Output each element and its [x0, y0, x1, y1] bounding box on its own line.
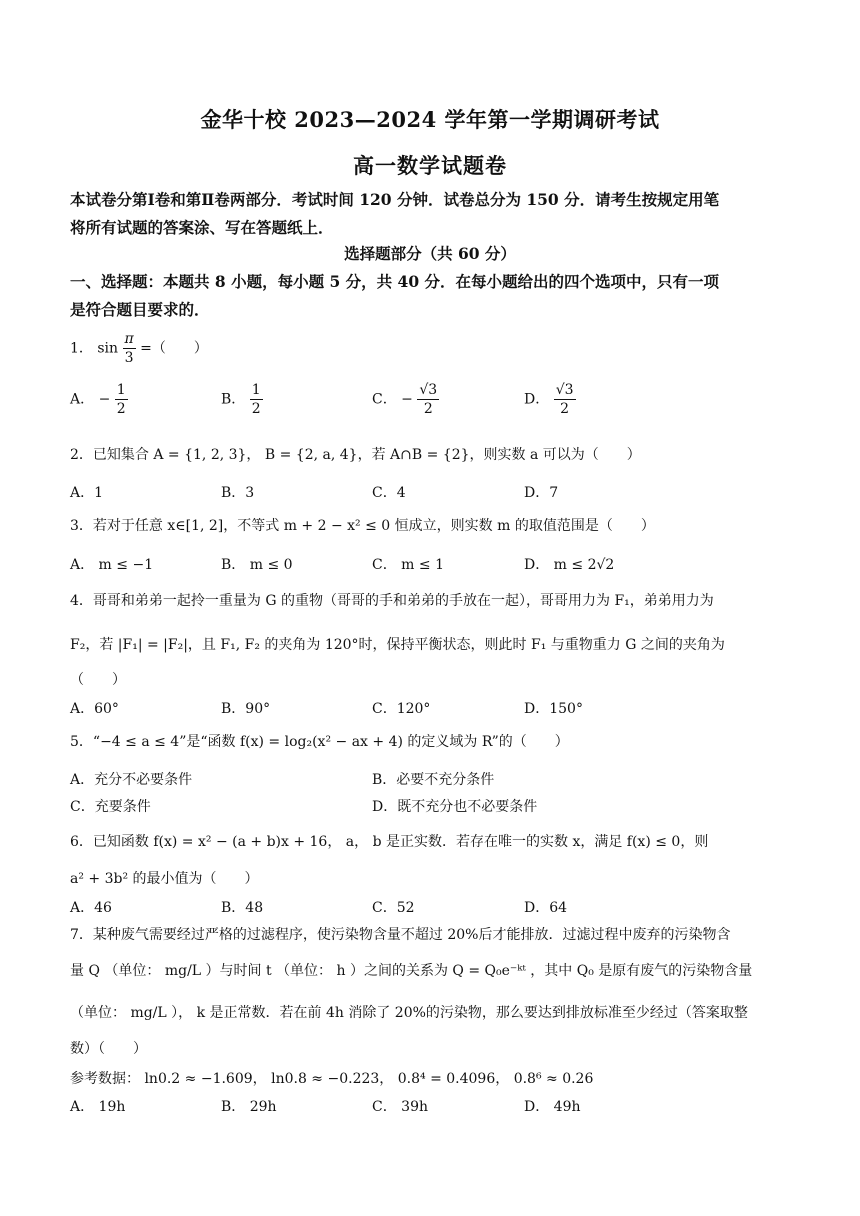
part-title: 选择题部分（共 60 分） [344, 244, 516, 263]
q1-option-d: D． $\frac{√3}{2}$ [524, 382, 574, 417]
question-6-line-1: 6．已知函数 f(x) = x² − (a + b)x + 16， a， b 是正实数．若存在唯一的实数 x，满足 f(x) ≤ 0，则 [70, 834, 709, 850]
q5-option-b: B．必要不充分条件 [372, 772, 495, 788]
q7-option-b: B． 29h [221, 1099, 277, 1115]
question-7-reference-data: 参考数据： ln0.2 ≈ −1.609， ln0.8 ≈ −0.223， 0.8⁴ = 0.4096， 0.8⁶ ≈ 0.26 [70, 1071, 594, 1087]
q1-option-c: C． − $\frac{√3}{2}$ [372, 382, 438, 417]
intro-line-1: 本试卷分第Ⅰ卷和第Ⅱ卷两部分．考试时间 120 分钟．试卷总分为 150 分．请考生按规定用笔 [70, 190, 720, 209]
section1-line-1: 一、选择题：本题共 8 小题，每小题 5 分，共 40 分．在每小题给出的四个选项中，只有一项 [70, 272, 720, 291]
q3-option-d: D． m ≤ 2√2 [524, 557, 615, 573]
question-1-stem [70, 330, 800, 367]
q2-option-a: A．1 [70, 485, 104, 501]
fraction: $\frac{\pi}{3}$ [124, 331, 134, 366]
question-6-line-2: a² + 3b² 的最小值为（ ） [70, 871, 259, 887]
q6-option-d: D．64 [524, 900, 568, 916]
q2-option-c: C．4 [372, 485, 406, 501]
q4-option-d: D．150° [524, 701, 583, 717]
exam-subtitle: 高一数学试题卷 [353, 153, 507, 178]
q1-option-b: B． $\frac{1}{2}$ [221, 382, 261, 417]
q5-option-a: A．充分不必要条件 [70, 772, 193, 788]
q4-option-c: C．120° [372, 701, 431, 717]
q3-option-c: C． m ≤ 1 [372, 557, 444, 573]
q7-option-a: A． 19h [70, 1099, 126, 1115]
sin-label: sin [97, 340, 119, 357]
question-7-line-3: （单位： mg/L ）， k 是正常数．若在前 4h 消除了 20%的污染物，那么要达到排放标准至少经过（答案取整 [70, 1005, 748, 1021]
intro-line-2: 将所有试题的答案涂、写在答题纸上． [70, 218, 334, 237]
q4-option-a: A．60° [70, 701, 119, 717]
q6-option-a: A．46 [70, 900, 112, 916]
question-number: 1． [70, 340, 93, 357]
q2-option-b: B．3 [221, 485, 255, 501]
question-4-line-3: （ ） [70, 672, 126, 688]
q6-option-c: C．52 [372, 900, 415, 916]
q6-option-b: B．48 [221, 900, 264, 916]
q5-option-c: C．充要条件 [70, 799, 151, 815]
question-3-stem: 3．若对于任意 x∈[1, 2]，不等式 m + 2 − x² ≤ 0 恒成立，则实数 m 的取值范围是（ ） [70, 518, 655, 534]
question-7-line-1: 7．某种废气需要经过严格的过滤程序，使污染物含量不超过 20%后才能排放．过滤过程中废弃的污染物含 [70, 927, 731, 943]
exam-title: 金华十校 2023—2024 学年第一学期调研考试 [200, 107, 660, 132]
question-2-stem: 2．已知集合 A = {1, 2, 3}， B = {2, a, 4}，若 A∩B = {2}，则实数 a 可以为（ ） [70, 447, 641, 463]
q3-option-a: A． m ≤ −1 [70, 557, 154, 573]
question-4-line-2: F₂，若 |F₁| = |F₂|，且 F₁, F₂ 的夹角为 120°时，保持平衡状态，则此时 F₁ 与重物重力 G 之间的夹角为 [70, 637, 725, 653]
q5-option-d: D．既不充分也不必要条件 [372, 799, 538, 815]
question-7-line-4: 数）（ ） [70, 1041, 147, 1057]
q1-option-a: A． − $\frac{1}{2}$ [70, 382, 126, 417]
q3-option-b: B． m ≤ 0 [221, 557, 293, 573]
question-7-line-2: 量 Q （单位： mg/L ）与时间 t （单位： h ）之间的关系为 Q = Q₀e⁻ᵏᵗ ，其中 Q₀ 是原有废气的污染物含量 [70, 963, 753, 979]
section1-line-2: 是符合题目要求的． [70, 300, 210, 319]
stem-tail: =（ ） [140, 340, 208, 357]
q2-option-d: D．7 [524, 485, 559, 501]
q7-option-c: C． 39h [372, 1099, 428, 1115]
question-4-line-1: 4．哥哥和弟弟一起拎一重量为 G 的重物（哥哥的手和弟弟的手放在一起），哥哥用力为 F₁，弟弟用力为 [70, 593, 714, 609]
q7-option-d: D． 49h [524, 1099, 581, 1115]
question-5-stem: 5．“−4 ≤ a ≤ 4”是“函数 f(x) = log₂(x² − ax + 4) 的定义域为 R”的（ ） [70, 734, 569, 750]
q4-option-b: B．90° [221, 701, 271, 717]
